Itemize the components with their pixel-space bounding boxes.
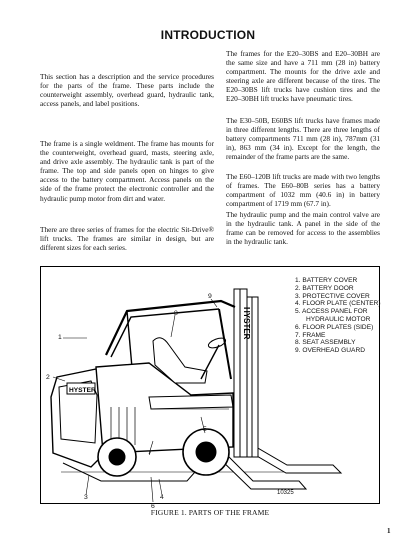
callout-3: 3 bbox=[84, 494, 88, 501]
paragraph: The hydraulic pump and the main control valve are in the hydraulic tank. A panel in the side of the frame can be removed for access to the assemblies in the hydraulic tank. bbox=[226, 210, 380, 247]
page-number: 1 bbox=[387, 527, 391, 535]
svg-text:HYSTER: HYSTER bbox=[242, 307, 251, 340]
figure-caption: FIGURE 1. PARTS OF THE FRAME bbox=[150, 508, 270, 517]
legend-item: 6. FLOOR PLATES (SIDE) bbox=[295, 323, 374, 331]
callout-5: 5 bbox=[203, 426, 207, 433]
callout-2: 2 bbox=[46, 374, 50, 381]
legend-item: 2. BATTERY DOOR bbox=[295, 284, 354, 292]
legend-item: 4. FLOOR PLATE (CENTER) bbox=[295, 300, 381, 308]
paragraph: The E30–50B, E60BS lift trucks have frames made in three different lengths. There are three lengths of battery compartments 711 mm (28 in), 787mm (31 in), 863 mm (34 in). Except for the length, the remainder of the frame parts are the same. bbox=[226, 116, 380, 162]
callout-1: 1 bbox=[58, 334, 62, 341]
callout-7: 7 bbox=[148, 450, 152, 457]
paragraph: This section has a description and the service procedures for the parts of the frame. These parts include the counterweight assembly, overhead guard, hydraulic tank, access panels, and label positions. bbox=[40, 72, 214, 109]
mast-brand-logo bbox=[242, 307, 251, 340]
paragraph: The frames for the E20–30BS and E20–30BH are the same size and have a 711 mm (28 in) battery compartment. The mounts for the drive axle and steering axle are different because of the tires. The E20–30BS lift trucks have cushion tires and the E20–30BH lift trucks have pneumatic tires. bbox=[226, 49, 380, 104]
legend-item: 5. ACCESS PANEL FOR bbox=[295, 308, 368, 316]
paragraph: There are three series of frames for the electric Sit-Drive® lift trucks. The frames are similar in design, but are different sizes for each series. bbox=[40, 225, 214, 253]
callout-8: 8 bbox=[174, 310, 178, 317]
callout-6: 6 bbox=[151, 503, 155, 510]
parts-legend bbox=[295, 277, 385, 355]
legend-item: 9. OVERHEAD GUARD bbox=[295, 347, 365, 355]
page-title: INTRODUCTION bbox=[160, 28, 256, 42]
legend-item: 8. SEAT ASSEMBLY bbox=[295, 339, 356, 347]
legend-item: 3. PROTECTIVE COVER bbox=[295, 292, 370, 300]
callout-9: 9 bbox=[208, 293, 212, 300]
callout-4: 4 bbox=[160, 494, 164, 501]
body-brand-logo: HYSTER bbox=[69, 387, 96, 394]
figure-code: 10325 bbox=[277, 490, 294, 496]
legend-item: 1. BATTERY COVER bbox=[295, 277, 358, 284]
paragraph: The E60–120B lift trucks are made with two lengths of frames. The E60–80B series has a battery compartment of 1032 mm (40.6 in) in battery compartment of 1719 mm (67.7 in). bbox=[226, 172, 380, 209]
legend-item: HYDRAULIC MOTOR bbox=[306, 315, 371, 323]
paragraph: The frame is a single weldment. The frame has mounts for the counterweight, overhead guard, masts, steering axle, and drive axle assembly. The hydraulic tank is part of the frame. The top and side panels open on hinges to give access to the battery compartment. Access panels on the side of the frame protect the electronic controller and the hydraulic pump motor from dirt and water. bbox=[40, 139, 214, 203]
legend-item: 7. FRAME bbox=[295, 331, 326, 339]
